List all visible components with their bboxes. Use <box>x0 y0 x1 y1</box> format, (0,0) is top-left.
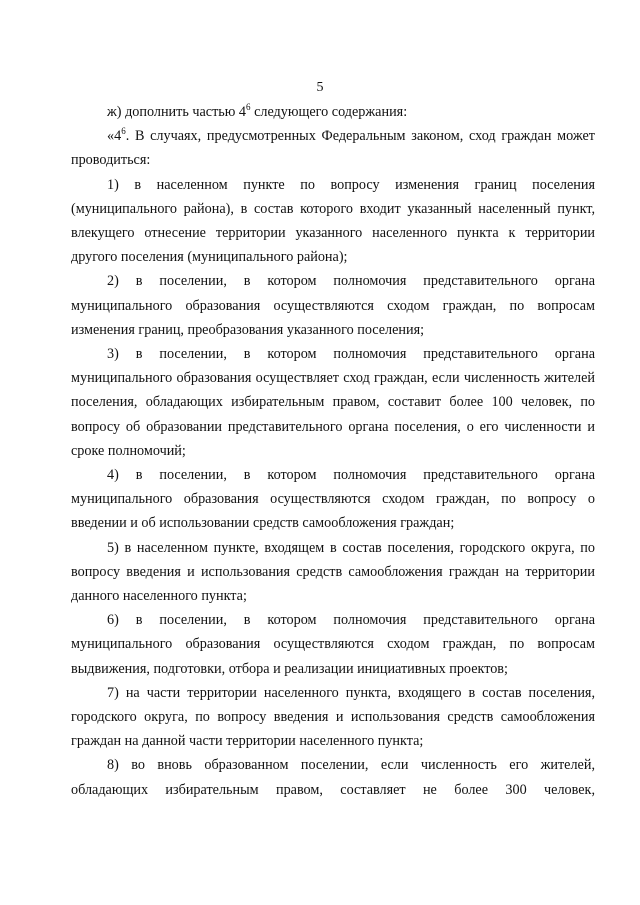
intro-superscript: 6 <box>246 102 251 112</box>
list-item-5: 5) в населенном пункте, входящем в состав поселения, городского округа, по вопросу введения и использования средств самообложения граждан на территории данного населенного пункта; <box>71 539 595 605</box>
quote-prefix: «4 <box>107 128 122 145</box>
intro-text-after: следующего содержания: <box>250 104 408 120</box>
quote-superscript: 6 <box>121 126 126 137</box>
list-item-1: 1) в населенном пункте по вопросу изменения границ поселения (муниципального района), в состав которого входит указанный населенный пункт, влекущего отнесение территории указанного населенного пункта к территории другого поселения (муниципального района); <box>71 176 595 266</box>
list-item-2: 2) в поселении, в котором полномочия представительного органа муниципального образования осуществляются сходом граждан, по вопросам изменения границ, преобразования указанного поселения; <box>71 273 595 338</box>
intro-line <box>71 100 595 124</box>
page-number: 5 <box>316 80 324 95</box>
list-item-4: 4) в поселении, в котором полномочия представительного органа муниципального образования осуществляются сходом граждан, по вопросу о введении и об использовании средств самообложения граждан; <box>71 467 595 532</box>
document-body <box>71 100 595 802</box>
quote-paragraph <box>71 124 595 172</box>
list-item-7: 7) на части территории населенного пункта, входящего в состав поселения, городского округа, по вопросу введения и использования средств самообложения граждан на данной части территории населенного пункта; <box>71 684 595 750</box>
intro-text-before: ж) дополнить частью 4 <box>107 104 247 120</box>
list-item-3: 3) в поселении, в котором полномочия представительного органа муниципального образования осуществляет сход граждан, если численность жителей поселения, обладающих избирательным правом, составит более 100 человек, по вопросу об образовании представительного органа поселения, о его численности и сроке полномочий; <box>71 346 595 459</box>
quote-text: . В случаях, предусмотренных Федеральным законом, сход граждан может проводиться: <box>71 128 595 169</box>
list-item-8: 8) во вновь образованном поселении, если численность его жителей, обладающих избирательным правом, составляет не более 300 человек, <box>71 757 595 798</box>
list-item-6: 6) в поселении, в котором полномочия представительного органа муниципального образования осуществляются сходом граждан, по вопросам выдвижения, подготовки, отбора и реализации инициативных проектов; <box>71 612 595 677</box>
